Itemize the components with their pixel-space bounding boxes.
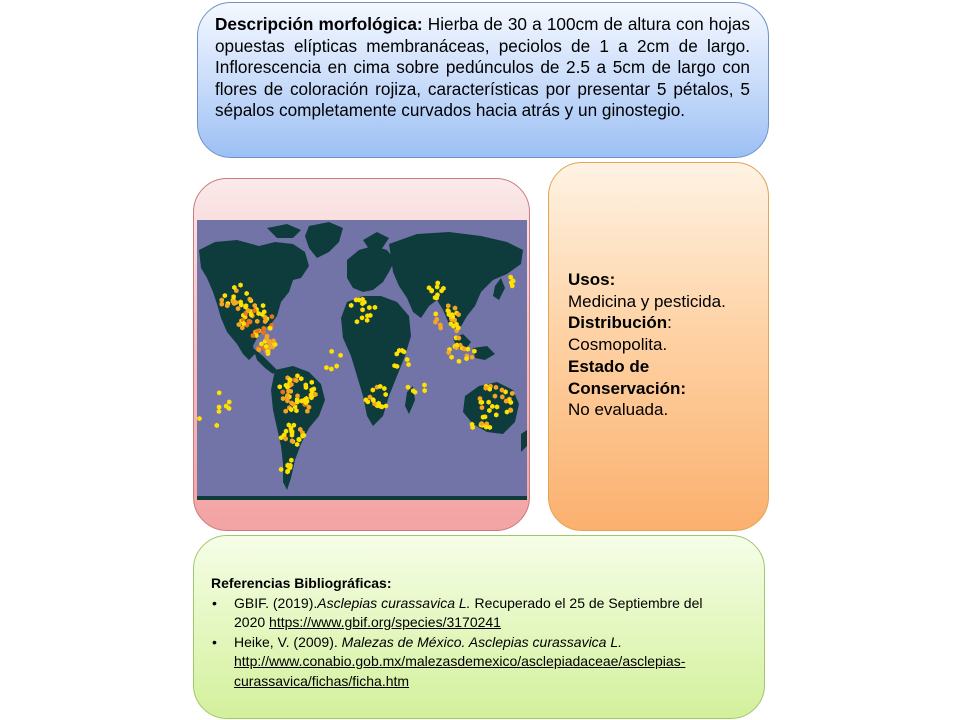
reference-authors: Heike, V. (2009). bbox=[234, 633, 342, 650]
reference-detail: Recuperado el 25 de Septiembre del 2020 bbox=[234, 594, 703, 630]
description-text: Hierba de 30 a 100cm de altura con hojas opuestas elípticas membranáceas, peciolos de 1 a 2cm de largo. Inflorescencia en cima sobre pedúnculos de 2.5 a 5cm de largo con flores de coloración rojiza, características por presentar 5 pétalos, 5 sépalos completamente curvados hacia atrás y un ginostegio. bbox=[215, 14, 750, 120]
reference-item bbox=[211, 633, 734, 692]
distribution-label: Distribución bbox=[568, 313, 668, 333]
conservation-value: No evaluada. bbox=[568, 400, 669, 420]
reference-authors: GBIF. (2019). bbox=[234, 594, 318, 611]
reference-title: Malezas de México. Asclepias curassavica L. bbox=[341, 633, 623, 650]
reference-item bbox=[211, 594, 734, 633]
uses-value: Medicina y pesticida. bbox=[568, 291, 726, 311]
distribution-row bbox=[568, 312, 758, 334]
references-title: Referencias Bibliográficas: bbox=[211, 575, 392, 591]
reference-link[interactable]: http://www.conabio.gob.mx/malezasdemexico/asclepiadaceae/asclepias-curassavica/fichas/ficha.htm bbox=[234, 653, 686, 689]
distribution-colon: : bbox=[667, 313, 672, 333]
description-box bbox=[197, 2, 769, 158]
conservation-label-1: Estado de bbox=[568, 356, 650, 376]
land-antarctica bbox=[197, 496, 527, 500]
conservation-label-2: Conservación: bbox=[568, 378, 687, 398]
references-box bbox=[193, 535, 765, 719]
info-box bbox=[548, 162, 769, 531]
references-list bbox=[211, 594, 734, 692]
reference-link[interactable]: https://www.gbif.org/species/3170241 bbox=[269, 614, 501, 630]
world-occurrence-map bbox=[197, 220, 527, 500]
reference-title: Asclepias curassavica L. bbox=[317, 594, 471, 611]
uses-label: Usos: bbox=[568, 270, 616, 289]
map-box bbox=[193, 178, 530, 531]
distribution-value: Cosmopolita. bbox=[568, 335, 668, 355]
description-label: Descripción morfológica: bbox=[215, 14, 423, 34]
